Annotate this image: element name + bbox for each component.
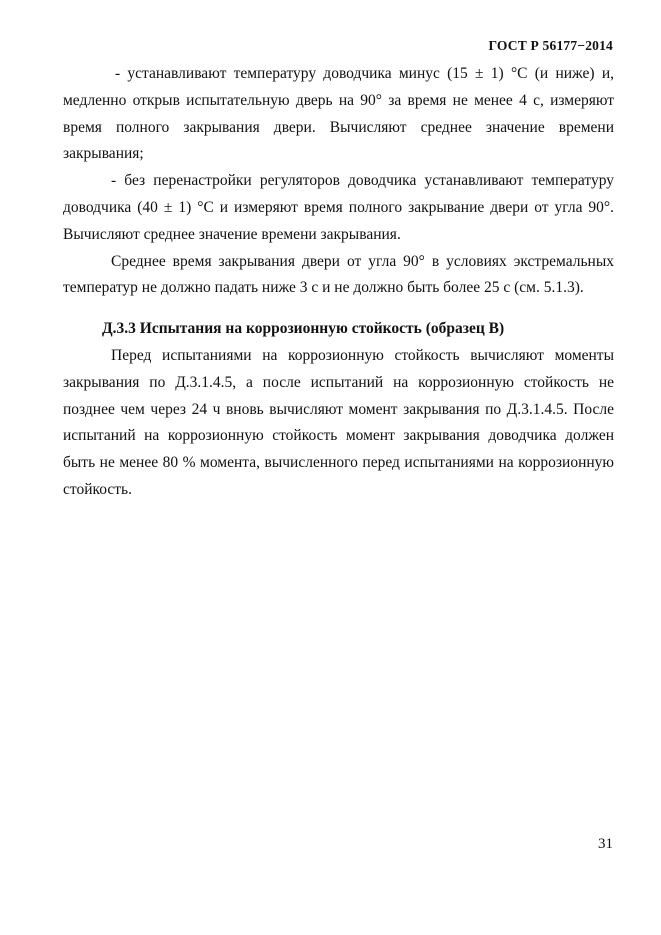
section-paragraph: Перед испытаниями на коррозионную стойкость вычисляют моменты закрывания по Д.3.1.4.5, а после испытаний на коррозионную стойкость не позднее чем через 24 ч вновь вычисляют момент закрывания по Д.3.1.4.5. После испытаний на коррозионную стойкость момент закрывания доводчика должен быть не менее 80 % момента, вычисленного перед испытаниями на коррозионную стойкость. <box>63 346 614 498</box>
paragraph-average-time: Среднее время закрывания двери от угла 90° в условиях экстремальных температур не должно падать ниже 3 с и не должно быть более 25 с (см. 5.1.3). <box>63 252 614 297</box>
document-code-header: ГОСТ Р 56177−2014 <box>488 38 613 53</box>
paragraph-low-temperature: - устанавливают температуру доводчика минус (15 ± 1) °С (и ниже) и, медленно открыв испытательную дверь на 90° за время не менее 4 с, измеряют время полного закрывания двери. Вычисляют среднее значение времени закрывания; <box>63 65 614 163</box>
paragraph-high-temperature: - без перенастройки регуляторов доводчика устанавливают температуру доводчика (40 ± 1) °С и измеряют время полного закрывание двери от угла 90°. Вычисляют среднее значение времени закрывания. <box>63 172 614 243</box>
page-number: 31 <box>598 836 613 852</box>
section-title: Д.3.3 Испытания на коррозионную стойкость (образец В) <box>102 320 505 338</box>
document-body <box>63 61 614 504</box>
